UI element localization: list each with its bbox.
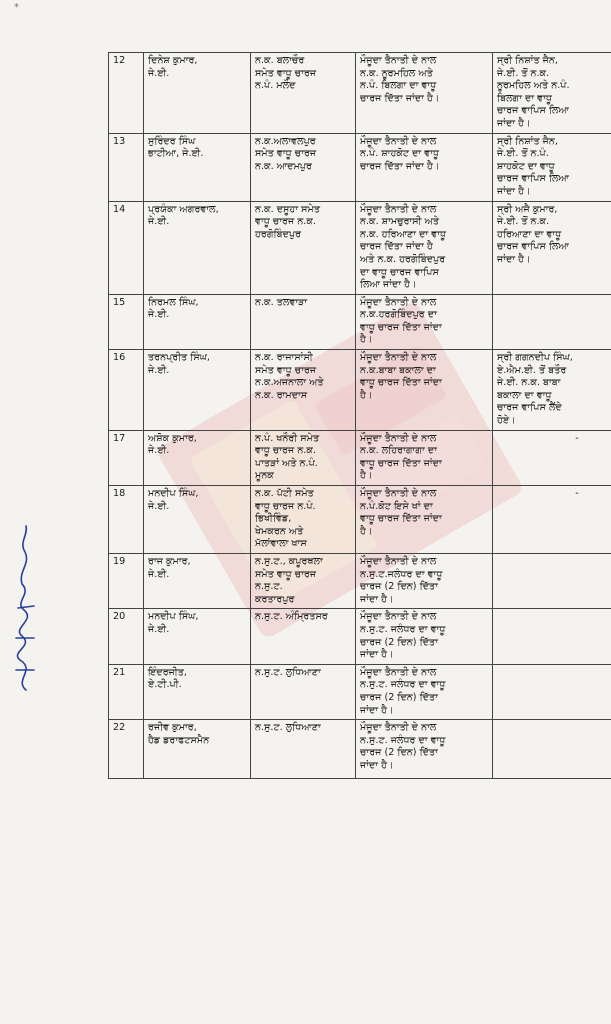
employee-name: ਪ੍ਰਯੰਕਾ ਅਗਰਵਾਲ, ਜੇ.ਈ. (144, 201, 251, 294)
table-row (109, 664, 611, 719)
employee-name: ਨਿਰਮਲ ਸਿੰਘ, ਜੇ.ਈ. (144, 294, 251, 349)
order-detail: ਮੌਜੂਦਾ ਤੈਨਾਤੀ ਦੇ ਨਾਲ ਨ.ਸੁ.ਟ. ਜਲੰਧਰ ਦਾ ਵਾਧੂ ਚਾਰਜ (2 ਦਿਨ) ਦਿੱਤਾ ਜਾਂਦਾ ਹੈ। (356, 609, 493, 664)
serial-number: 12 (109, 53, 144, 134)
page-mark: * (14, 2, 19, 13)
table-row (109, 201, 611, 294)
order-detail: ਮੌਜੂਦਾ ਤੈਨਾਤੀ ਦੇ ਨਾਲ ਨ.ਸੁ.ਟ.ਜਲੰਧਰ ਦਾ ਵਾਧੂ ਚਾਰਜ (2 ਦਿਨ) ਦਿੱਤਾ ਜਾਂਦਾ ਹੈ। (356, 553, 493, 608)
remark (493, 664, 611, 719)
order-detail: ਮੌਜੂਦਾ ਤੈਨਾਤੀ ਦੇ ਨਾਲ ਨ.ਕ. ਲਹਿਰਾਗਾਗਾ ਦਾ ਵਾਧੂ ਚਾਰਜ ਦਿੱਤਾ ਜਾਂਦਾ ਹੈ। (356, 430, 493, 485)
current-posting: ਨ.ਸੁ.ਟ., ਕਪੂਰਥਲਾ ਸਮੇਤ ਵਾਧੂ ਚਾਰਜ ਨ.ਸੁ.ਟ. ਕਰਤਾਰਪੁਰ (251, 553, 356, 608)
current-posting: ਨ.ਕ. ਰਾਜਾਸਾਂਸੀ ਸਮੇਤ ਵਾਧੂ ਚਾਰਜ ਨ.ਕ.ਅਜਨਾਲਾ ਅਤੇ ਨ.ਕ. ਰਾਮਦਾਸ (251, 350, 356, 431)
serial-number: 16 (109, 350, 144, 431)
handwritten-signature (6, 520, 42, 695)
current-posting: ਨ.ਸੁ.ਟ. ਅੰਮ੍ਰਿਤਸਰ (251, 609, 356, 664)
remark: - (493, 486, 611, 554)
order-detail: ਮੌਜੂਦਾ ਤੈਨਾਤੀ ਦੇ ਨਾਲ ਨ.ਪੰ.ਕੋਟ ਇਸੇ ਖਾਂ ਦਾ ਵਾਧੂ ਚਾਰਜ ਦਿੱਤਾ ਜਾਂਦਾ ਹੈ। (356, 486, 493, 554)
employee-name: ਰਾਜ ਕੁਮਾਰ, ਜੇ.ਈ. (144, 553, 251, 608)
table-row (109, 720, 611, 779)
current-posting: ਨ.ਸੁ.ਟ. ਲੁਧਿਆਣਾ (251, 664, 356, 719)
serial-number: 17 (109, 430, 144, 485)
order-detail: ਮੌਜੂਦਾ ਤੈਨਾਤੀ ਦੇ ਨਾਲ ਨ.ਕ. ਨੂਰਮਹਿਲ ਅਤੇ ਨ.ਪੰ. ਬਿਲਗਾ ਦਾ ਵਾਧੂ ਚਾਰਜ ਦਿੱਤਾ ਜਾਂਦਾ ਹੈ। (356, 53, 493, 134)
remark (493, 720, 611, 779)
remark: ਸ੍ਰੀ ਨਿਸ਼ਾਂਤ ਜੈਨ, ਜੇ.ਈ. ਤੋਂ ਨ.ਪੰ. ਸ਼ਾਹਕੋਟ ਦਾ ਵਾਧੂ ਚਾਰਜ ਵਾਪਿਸ ਲਿਆ ਜਾਂਦਾ ਹੈ। (493, 133, 611, 201)
order-detail: ਮੌਜੂਦਾ ਤੈਨਾਤੀ ਦੇ ਨਾਲ ਨ.ਕ. ਸ਼ਾਮਚੁਰਾਸੀ ਅਤੇ ਨ.ਕ. ਹਰਿਆਣਾ ਦਾ ਵਾਧੂ ਚਾਰਜ ਦਿੱਤਾ ਜਾਂਦਾ ਹੈ ਅਤੇ ਨ.ਕ. ਹਰਗੋਬਿੰਦਪੁਰ ਦਾ ਵਾਧੂ ਚਾਰਜ ਵਾਪਿਸ ਲਿਆ ਜਾਂਦਾ ਹੈ। (356, 201, 493, 294)
serial-number: 19 (109, 553, 144, 608)
employee-name: ਤਰਨਪ੍ਰੀਤ ਸਿੰਘ, ਜੇ.ਈ. (144, 350, 251, 431)
remark (493, 294, 611, 349)
current-posting: ਨ.ਕ. ਤਲਵਾੜਾ (251, 294, 356, 349)
current-posting: ਨ.ਪੰ. ਖਨੌਰੀ ਸਮੇਤ ਵਾਧੂ ਚਾਰਜ ਨ.ਕ. ਪਾਤੜਾਂ ਅਤੇ ਨ.ਪੰ. ਮੂਨਕ (251, 430, 356, 485)
current-posting: ਨ.ਕ. ਪੱਟੀ ਸਮੇਤ ਵਾਧੂ ਚਾਰਜ ਨ.ਪੰ. ਭਿਖੀਵਿੰਡ, ਖੇਮਕਰਨ ਅਤੇ ਮੱਲਾਂਵਾਲਾ ਖਾਸ (251, 486, 356, 554)
table-row (109, 294, 611, 349)
current-posting: ਨ.ਕ. ਦਸੂਹਾ ਸਮੇਤ ਵਾਧੂ ਚਾਰਜ ਨ.ਕ. ਹਰਗੋਬਿੰਦਪੁਰ (251, 201, 356, 294)
remark: ਸ੍ਰੀ ਅਜੈ ਕੁਮਾਰ, ਜੇ.ਈ. ਤੋਂ ਨ.ਕ. ਹਰਿਆਣਾ ਦਾ ਵਾਧੂ ਚਾਰਜ ਵਾਪਿਸ ਲਿਆ ਜਾਂਦਾ ਹੈ। (493, 201, 611, 294)
table-row (109, 486, 611, 554)
employee-name: ਦਿਨੇਸ਼ ਕੁਮਾਰ, ਜੇ.ਈ. (144, 53, 251, 134)
current-posting: ਨ.ਕ. ਬਲਾਚੌਰ ਸਮੇਤ ਵਾਧੂ ਚਾਰਜ ਨ.ਪੰ. ਮਲੌਦ (251, 53, 356, 134)
employee-name: ਮਨਦੀਪ ਸਿੰਘ, ਜੇ.ਈ. (144, 486, 251, 554)
serial-number: 20 (109, 609, 144, 664)
serial-number: 14 (109, 201, 144, 294)
serial-number: 18 (109, 486, 144, 554)
table-row (109, 609, 611, 664)
employee-name: ਮਨਦੀਪ ਸਿੰਘ, ਜੇ.ਈ. (144, 609, 251, 664)
remark: ਸ੍ਰੀ ਗਗਨਦੀਪ ਸਿੰਘ, ਏ.ਐਮ.ਈ. ਤੋਂ ਬਤੌਰ ਜੇ.ਈ. ਨ.ਕ. ਬਾਬਾ ਬਕਾਲਾ ਦਾ ਵਾਧੂ ਚਾਰਜ ਵਾਪਿਸ ਲੈਂਦੇ ਹੋਏ। (493, 350, 611, 431)
remark: ਸ੍ਰੀ ਨਿਸ਼ਾਂਤ ਜੈਨ, ਜੇ.ਈ. ਤੋਂ ਨ.ਕ. ਨੂਰਮਹਿਲ ਅਤੇ ਨ.ਪੰ. ਬਿਲਗਾ ਦਾ ਵਾਧੂ ਚਾਰਜ ਵਾਪਿਸ ਲਿਆ ਜਾਂਦਾ ਹੈ। (493, 53, 611, 134)
table-row (109, 430, 611, 485)
transfer-orders-table (108, 52, 611, 779)
current-posting: ਨ.ਕ.ਅਲਾਵਲਪੁਰ ਸਮੇਤ ਵਾਧੂ ਚਾਰਜ ਨ.ਕ. ਆਦਮਪੁਰ (251, 133, 356, 201)
employee-name: ਇੰਦਰਜੀਤ, ਏ.ਟੀ.ਪੀ. (144, 664, 251, 719)
order-detail: ਮੌਜੂਦਾ ਤੈਨਾਤੀ ਦੇ ਨਾਲ ਨ.ਸੁ.ਟ. ਜਲੰਧਰ ਦਾ ਵਾਧੂ ਚਾਰਜ (2 ਦਿਨ) ਦਿੱਤਾ ਜਾਂਦਾ ਹੈ। (356, 664, 493, 719)
serial-number: 22 (109, 720, 144, 779)
order-detail: ਮੌਜੂਦਾ ਤੈਨਾਤੀ ਦੇ ਨਾਲ ਨ.ਸੁ.ਟ. ਜਲੰਧਰ ਦਾ ਵਾਧੂ ਚਾਰਜ (2 ਦਿਨ) ਦਿੱਤਾ ਜਾਂਦਾ ਹੈ। (356, 720, 493, 779)
serial-number: 13 (109, 133, 144, 201)
remark (493, 609, 611, 664)
order-detail: ਮੌਜੂਦਾ ਤੈਨਾਤੀ ਦੇ ਨਾਲ ਨ.ਪੰ. ਸ਼ਾਹਕੋਟ ਦਾ ਵਾਧੂ ਚਾਰਜ ਦਿੱਤਾ ਜਾਂਦਾ ਹੈ। (356, 133, 493, 201)
serial-number: 15 (109, 294, 144, 349)
order-detail: ਮੌਜੂਦਾ ਤੈਨਾਤੀ ਦੇ ਨਾਲ ਨ.ਕ.ਬਾਬਾ ਬਕਾਲਾ ਦਾ ਵਾਧੂ ਚਾਰਜ ਦਿੱਤਾ ਜਾਂਦਾ ਹੈ। (356, 350, 493, 431)
table-row (109, 350, 611, 431)
table-row (109, 53, 611, 134)
employee-name: ਸੁਰਿੰਦਰ ਸਿੰਘ ਭਾਟੀਆ, ਜੇ.ਈ. (144, 133, 251, 201)
employee-name: ਰਜੀਵ ਕੁਮਾਰ, ਹੈਡ ਡਰਾਫਟਸਮੈਨ (144, 720, 251, 779)
table-row (109, 133, 611, 201)
employee-name: ਅਸ਼ੋਕ ਕੁਮਾਰ, ਜੇ.ਈ. (144, 430, 251, 485)
order-detail: ਮੌਜੂਦਾ ਤੈਨਾਤੀ ਦੇ ਨਾਲ ਨ.ਕ.ਹਰਗੋਬਿੰਦਪੁਰ ਦਾ ਵਾਧੂ ਚਾਰਜ ਦਿੱਤਾ ਜਾਂਦਾ ਹੈ। (356, 294, 493, 349)
remark: - (493, 430, 611, 485)
table-row (109, 553, 611, 608)
serial-number: 21 (109, 664, 144, 719)
current-posting: ਨ.ਸੁ.ਟ. ਲੁਧਿਆਣਾ (251, 720, 356, 779)
remark (493, 553, 611, 608)
